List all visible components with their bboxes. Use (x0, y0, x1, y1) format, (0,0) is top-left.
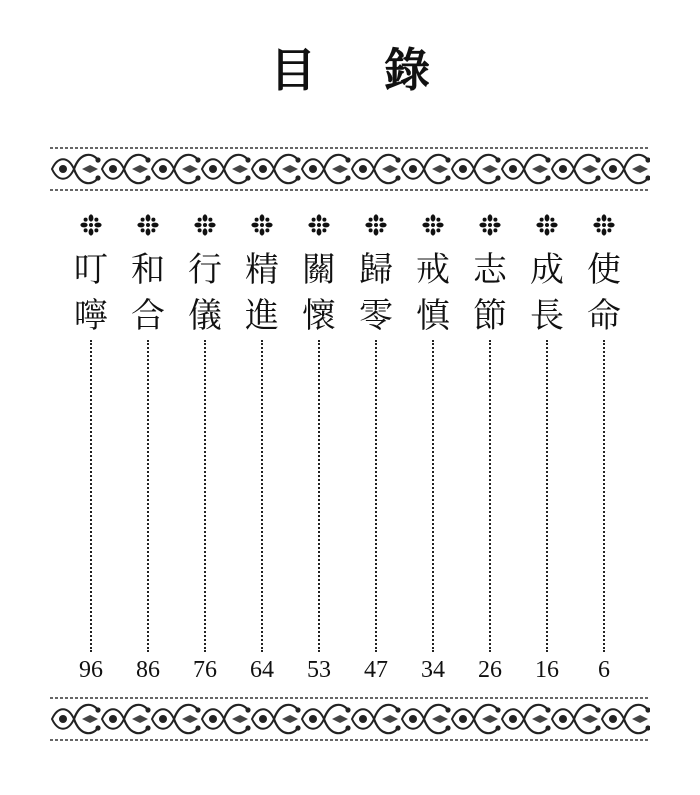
page-number: 96 (79, 657, 103, 683)
page-number: 76 (193, 657, 217, 683)
dot-leader (204, 340, 206, 652)
flower-bullet-icon (352, 212, 400, 238)
entry-char-1: 戒 (416, 250, 450, 290)
flower-bullet-icon (580, 212, 628, 238)
entry-char-2: 命 (587, 296, 621, 336)
dot-leader (261, 340, 263, 652)
ornament-border-icon (50, 696, 650, 742)
flower-bullet-icon (124, 212, 172, 238)
dot-leader (318, 340, 320, 652)
flower-bullet-icon (67, 212, 115, 238)
entry-char-1: 志 (473, 250, 507, 290)
entry-char-1: 關 (302, 250, 336, 290)
entry-char-2: 進 (245, 296, 279, 336)
toc-entry-10[interactable] (67, 212, 115, 690)
toc-entry-5[interactable] (352, 212, 400, 690)
toc-entry-7[interactable] (238, 212, 286, 690)
toc-entry-2[interactable] (523, 212, 571, 690)
entry-char-2: 嚀 (74, 296, 108, 336)
dot-leader (147, 340, 149, 652)
dot-leader (603, 340, 605, 652)
page-number: 64 (250, 657, 274, 683)
dot-leader (546, 340, 548, 652)
entry-char-2: 懷 (302, 296, 336, 336)
page-number: 86 (136, 657, 160, 683)
toc-entry-3[interactable] (466, 212, 514, 690)
entry-char-2: 節 (473, 296, 507, 336)
toc-entry-8[interactable] (181, 212, 229, 690)
page-number: 47 (364, 657, 388, 683)
toc-entry-1[interactable] (580, 212, 628, 690)
entry-char-1: 成 (530, 250, 564, 290)
toc-title (0, 40, 700, 100)
flower-bullet-icon (523, 212, 571, 238)
flower-bullet-icon (181, 212, 229, 238)
entry-char-2: 合 (131, 296, 165, 336)
entry-char-1: 精 (245, 250, 279, 290)
page-number: 34 (421, 657, 445, 683)
title-char-1: 目 (270, 43, 316, 97)
entry-char-2: 零 (359, 296, 393, 336)
entry-char-2: 慎 (416, 296, 450, 336)
entry-char-2: 儀 (188, 296, 222, 336)
ornament-border-bottom (50, 696, 650, 742)
ornament-border-top (50, 146, 650, 192)
dot-leader (375, 340, 377, 652)
flower-bullet-icon (238, 212, 286, 238)
page-number: 6 (598, 657, 610, 683)
toc-entry-4[interactable] (409, 212, 457, 690)
toc-list (0, 212, 700, 692)
page-number: 53 (307, 657, 331, 683)
toc-entry-6[interactable] (295, 212, 343, 690)
toc-entry-9[interactable] (124, 212, 172, 690)
entry-char-1: 使 (587, 250, 621, 290)
ornament-border-icon (50, 146, 650, 192)
flower-bullet-icon (466, 212, 514, 238)
flower-bullet-icon (409, 212, 457, 238)
entry-char-2: 長 (530, 296, 564, 336)
dot-leader (489, 340, 491, 652)
page-number: 26 (478, 657, 502, 683)
entry-char-1: 和 (131, 250, 165, 290)
entry-char-1: 行 (188, 250, 222, 290)
dot-leader (90, 340, 92, 652)
dot-leader (432, 340, 434, 652)
flower-bullet-icon (295, 212, 343, 238)
entry-char-1: 叮 (74, 250, 108, 290)
title-char-2: 錄 (384, 43, 430, 97)
entry-char-1: 歸 (359, 250, 393, 290)
page-number: 16 (535, 657, 559, 683)
